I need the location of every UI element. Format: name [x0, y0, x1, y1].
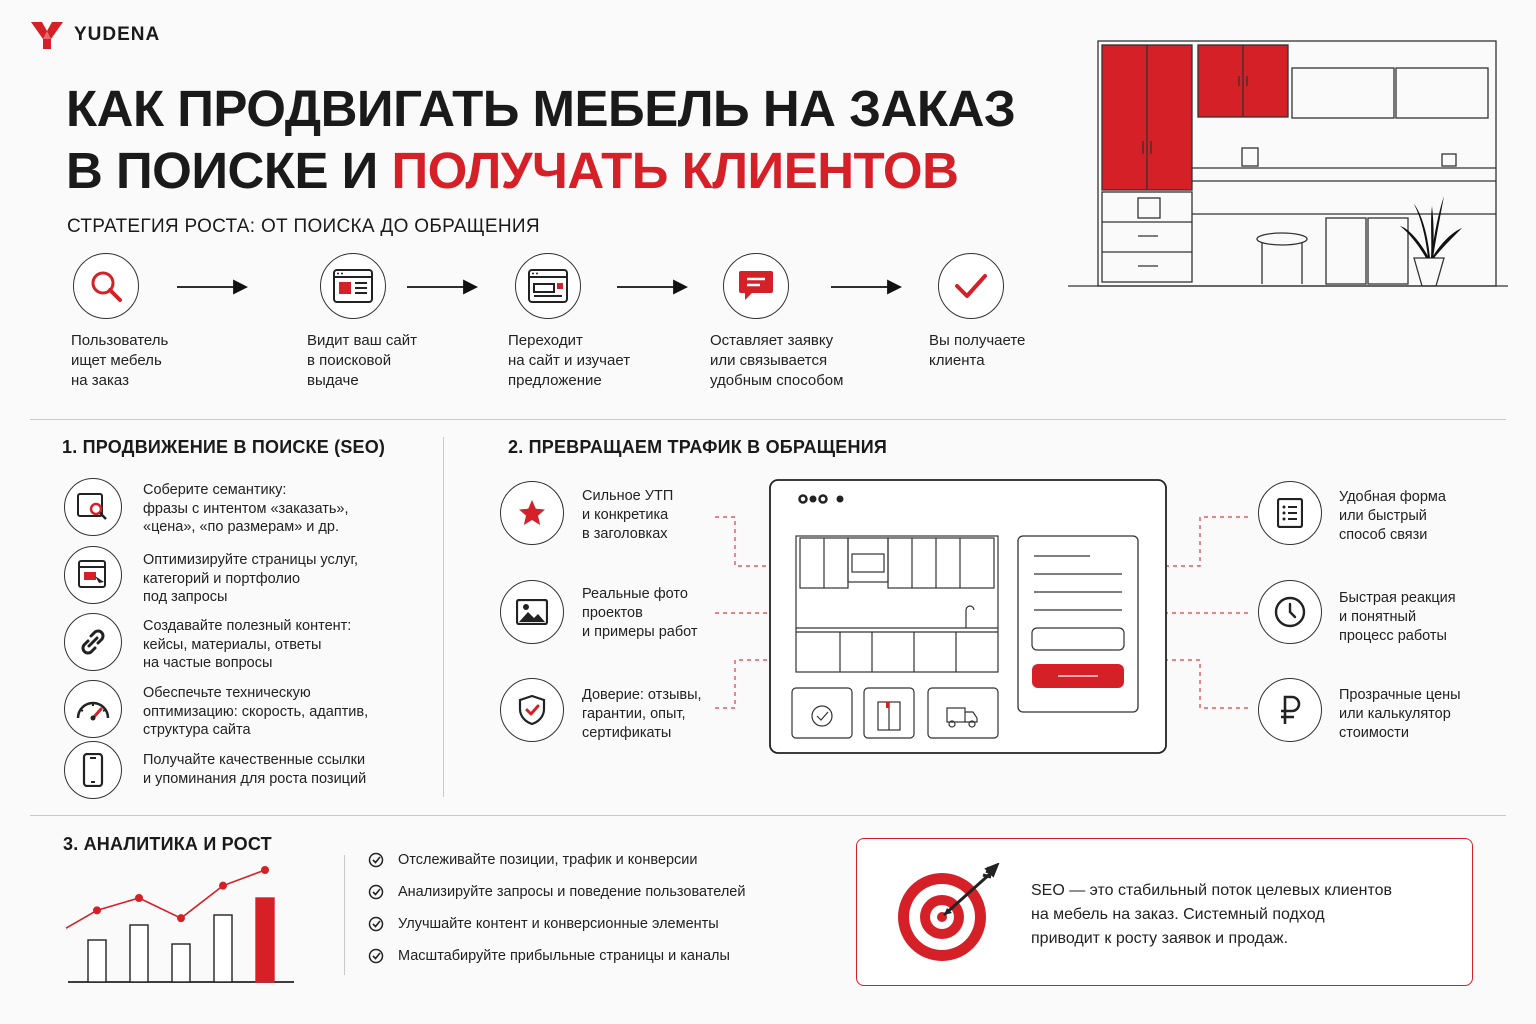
conv-left-3-circle	[500, 678, 564, 742]
conv-right-3-text: Прозрачные цены или калькулятор стоимости	[1339, 687, 1461, 741]
star-icon	[517, 498, 547, 528]
title-line-1: КАК ПРОДВИГАТЬ МЕБЕЛЬ НА ЗАКАЗ	[66, 80, 1016, 137]
check-icon	[953, 271, 989, 301]
checklist-item-1-text: Отслеживайте позиции, трафик и конверсии	[398, 852, 698, 868]
seo-item-5-circle	[64, 741, 122, 799]
conv-right-1-text: Удобная форма или быстрый способ связи	[1339, 489, 1446, 543]
conv-left-2-text: Реальные фото проектов и примеры работ	[582, 586, 698, 640]
section-3-title: 3. АНАЛИТИКА И РОСТ	[63, 834, 272, 854]
checklist-divider	[344, 855, 345, 975]
browser-mockup	[700, 478, 1280, 758]
chart-point	[93, 906, 101, 914]
checklist-item-2	[368, 884, 745, 900]
clock-icon	[1274, 596, 1306, 628]
conv-left-3-text: Доверие: отзывы, гарантии, опыт, сертификаты	[582, 687, 702, 741]
growth-chart	[60, 862, 300, 988]
step-5-text: Вы получаете клиента	[929, 332, 1026, 369]
conv-left-1-text: Сильное УТП и конкретика в заголовках	[582, 488, 674, 542]
step-2-text: Видит ваш сайт в поисковой выдаче	[307, 332, 417, 389]
chart-point	[261, 866, 269, 874]
page-title	[66, 78, 1015, 202]
step-arrows	[0, 278, 920, 298]
seo-item-4-circle	[64, 680, 122, 738]
divider-vertical	[443, 437, 444, 797]
checklist-item-4-text: Масштабируйте прибыльные страницы и каналы	[398, 948, 730, 964]
seo-item-3-text: Создавайте полезный контент: кейсы, материалы, ответы на частые вопросы	[143, 618, 352, 671]
smartphone-icon	[82, 753, 104, 787]
keyword-search-icon	[77, 493, 109, 521]
conv-right-2-text: Быстрая реакция и понятный процесс работы	[1339, 590, 1456, 644]
checklist	[368, 852, 745, 964]
title-line-2-black: В ПОИСКЕ И	[66, 142, 392, 199]
chart-bar	[256, 898, 274, 982]
seo-item-3-circle	[64, 613, 122, 671]
step-3-text: Переходит на сайт и изучает предложение	[508, 332, 631, 389]
conv-right-1-circle	[1258, 481, 1322, 545]
speedometer-icon	[75, 696, 111, 722]
seo-item-2-text: Оптимизируйте страницы услуг, категорий и портфолио под запросы	[143, 552, 358, 605]
summary-callout	[856, 838, 1473, 986]
page-optimize-icon	[78, 560, 108, 590]
chart-bar	[172, 944, 190, 982]
section-1-title: 1. ПРОДВИЖЕНИЕ В ПОИСКЕ (SEO)	[62, 437, 386, 457]
step-1-text: Пользователь ищет мебель на заказ	[71, 332, 169, 389]
seo-item-4-text: Обеспечьте техническую оптимизацию: скорость, адаптив, структура сайта	[143, 685, 369, 738]
checklist-item-2-text: Анализируйте запросы и поведение пользователей	[398, 884, 746, 900]
chart-bar	[88, 940, 106, 982]
checklist-item-4	[368, 948, 745, 964]
callout-text: SEO — это стабильный поток целевых клиентов на мебель на заказ. Системный подход приводит к росту заявок и продаж.	[1031, 882, 1392, 947]
check-circle-icon	[368, 948, 384, 964]
target-icon	[895, 863, 1005, 963]
link-icon	[78, 627, 108, 657]
brand-logo[interactable]	[30, 20, 160, 50]
chart-bar	[130, 925, 148, 982]
step-5-circle	[938, 253, 1004, 319]
kitchen-illustration	[1068, 36, 1508, 292]
brand-name: YUDENA	[74, 24, 161, 45]
seo-item-5-text: Получайте качественные ссылки и упоминания для роста позиций	[143, 752, 367, 787]
checklist-item-3-text: Улучшайте контент и конверсионные элементы	[398, 916, 719, 932]
title-line-2	[66, 140, 1015, 202]
seo-item-1-text: Соберите семантику: фразы с интентом «заказать», «цена», «по размерам» и др.	[143, 482, 349, 535]
divider-bottom	[30, 815, 1506, 816]
ruble-icon	[1278, 694, 1302, 726]
page-subtitle: СТРАТЕГИЯ РОСТА: ОТ ПОИСКА ДО ОБРАЩЕНИЯ	[67, 216, 540, 237]
photo-icon	[516, 599, 548, 625]
section-2-title: 2. ПРЕВРАЩАЕМ ТРАФИК В ОБРАЩЕНИЯ	[508, 437, 887, 457]
divider-top	[30, 419, 1506, 420]
conv-left-1-circle	[500, 481, 564, 545]
check-circle-icon	[368, 884, 384, 900]
check-circle-icon	[368, 852, 384, 868]
chart-trend-line	[66, 870, 265, 928]
checklist-item-1	[368, 852, 745, 868]
chart-bar	[214, 915, 232, 982]
check-circle-icon	[368, 916, 384, 932]
chart-point	[219, 882, 227, 890]
seo-item-2-circle	[64, 546, 122, 604]
step-4-text: Оставляет заявку или связывается удобным способом	[710, 332, 844, 389]
conv-right-3-circle	[1258, 678, 1322, 742]
shield-icon	[518, 694, 546, 726]
seo-item-1-circle	[64, 478, 122, 536]
title-line-2-red: ПОЛУЧАТЬ КЛИЕНТОВ	[391, 142, 959, 199]
form-icon	[1277, 498, 1303, 528]
checklist-item-3	[368, 916, 745, 932]
chart-point	[177, 914, 185, 922]
chart-point	[135, 894, 143, 902]
yudena-logo-icon	[30, 20, 64, 50]
conv-left-2-circle	[500, 580, 564, 644]
conv-right-2-circle	[1258, 580, 1322, 644]
